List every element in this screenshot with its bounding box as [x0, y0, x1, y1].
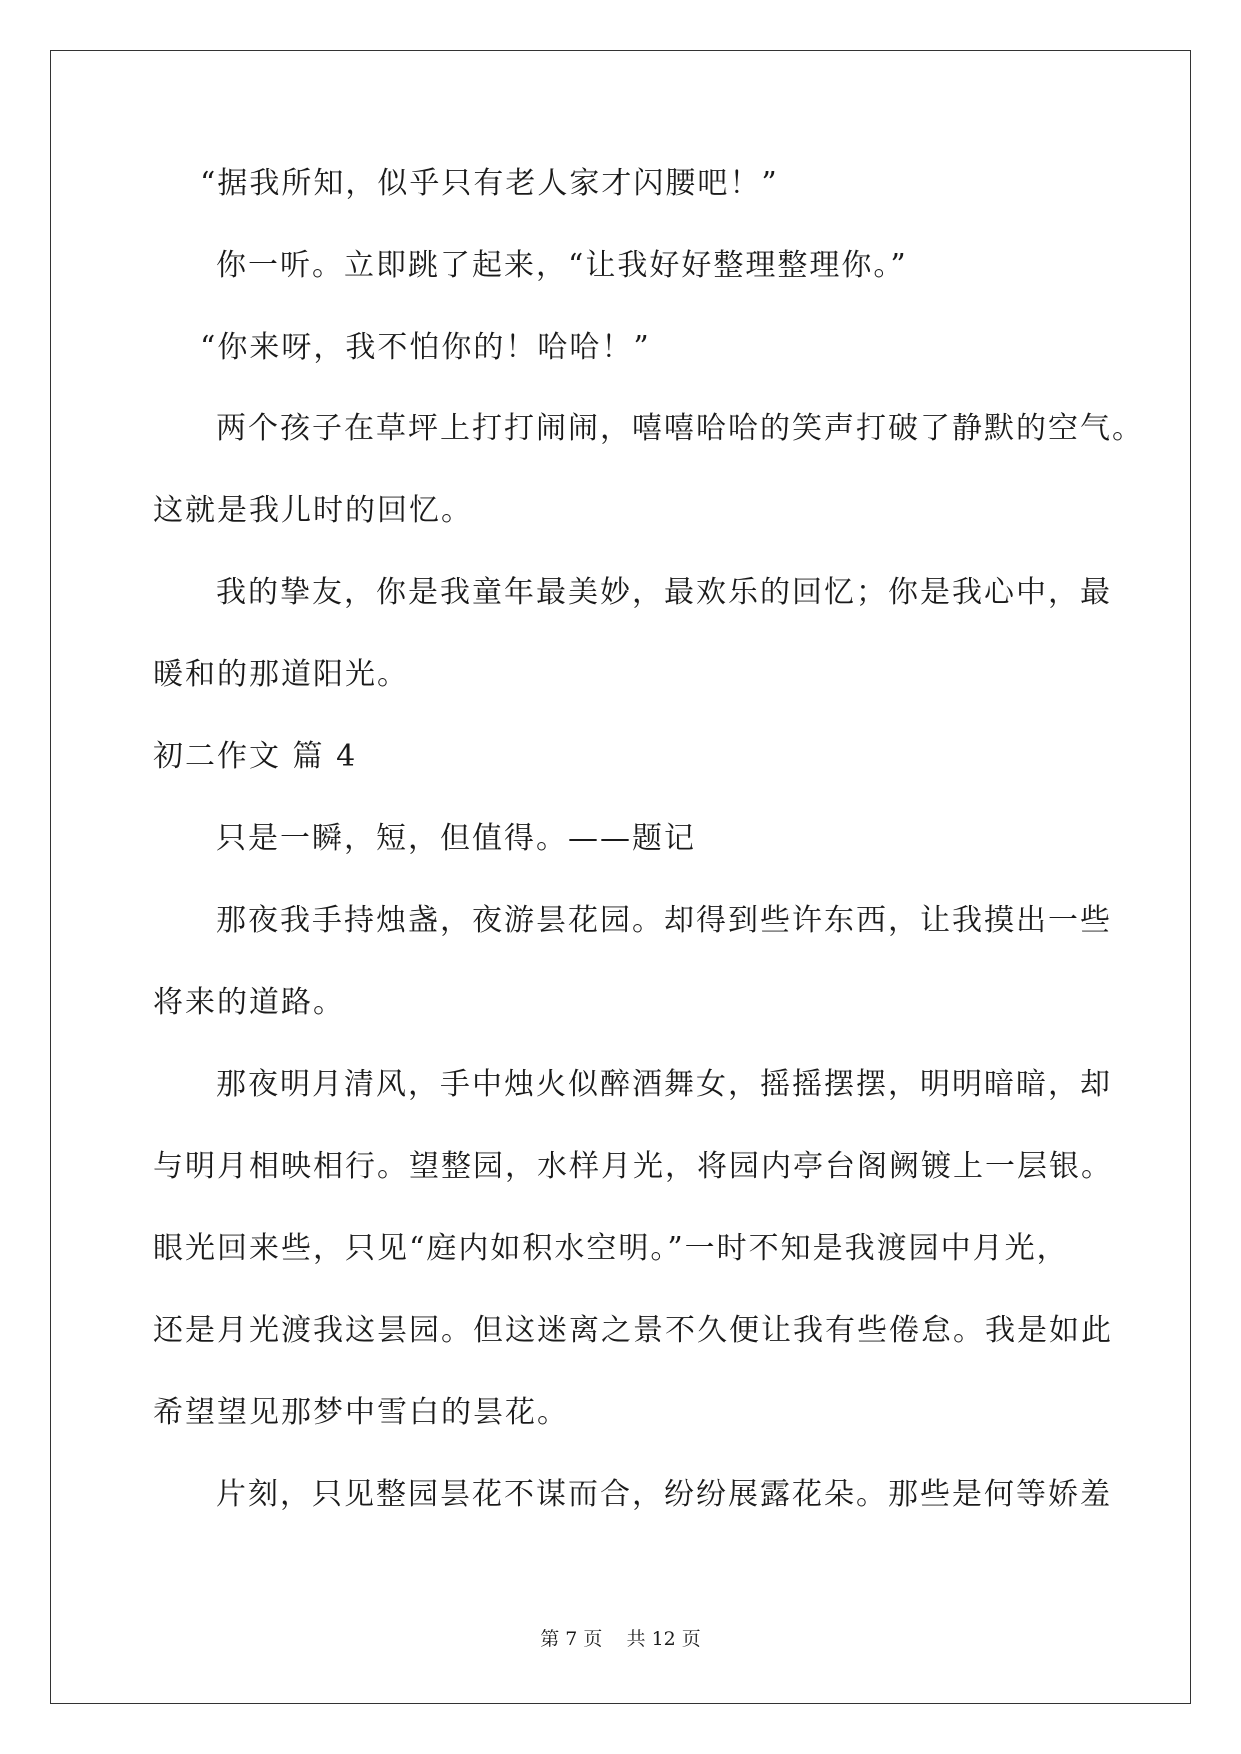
text-line-12: 那夜明月清风，手中烛火似醉酒舞女，摇摇摆摆，明明暗暗，却: [216, 1067, 1112, 1102]
text-line-7: 暖和的那道阳光。: [153, 657, 409, 692]
page-border: [50, 50, 1191, 1704]
text-line-3: “你来呀，我不怕你的！哈哈！”: [200, 330, 651, 365]
text-line-10: 那夜我手持烛盏，夜游昙花园。却得到些许东西，让我摸出一些: [216, 903, 1112, 938]
text-line-4: 两个孩子在草坪上打打闹闹，嘻嘻哈哈的笑声打破了静默的空气。: [216, 411, 1144, 446]
epigraph-line: 只是一瞬，短，但值得。——题记: [216, 821, 696, 856]
text-line-6: 我的挚友，你是我童年最美妙，最欢乐的回忆；你是我心中，最: [216, 575, 1112, 610]
text-line-11: 将来的道路。: [153, 985, 345, 1020]
section-heading: 初二作文 篇 4: [153, 739, 358, 774]
text-line-17: 片刻，只见整园昙花不谋而合，纷纷展露花朵。那些是何等娇羞: [216, 1477, 1112, 1512]
text-line-5: 这就是我儿时的回忆。: [153, 493, 473, 528]
text-line-15: 还是月光渡我这昙园。但这迷离之景不久便让我有些倦怠。我是如此: [153, 1313, 1113, 1348]
text-line-2: 你一听。立即跳了起来，“让我好好整理整理你。”: [216, 248, 908, 283]
text-line-14: 眼光回来些，只见“庭内如积水空明。”一时不知是我渡园中月光，: [153, 1231, 1069, 1266]
page-footer: 第 7 页 共 12 页: [540, 1628, 701, 1650]
text-line-16: 希望望见那梦中雪白的昙花。: [153, 1395, 569, 1430]
text-line-1: “据我所知，似乎只有老人家才闪腰吧！”: [200, 166, 779, 201]
text-line-13: 与明月相映相行。望整园，水样月光，将园内亭台阁阙镀上一层银。: [153, 1149, 1113, 1184]
